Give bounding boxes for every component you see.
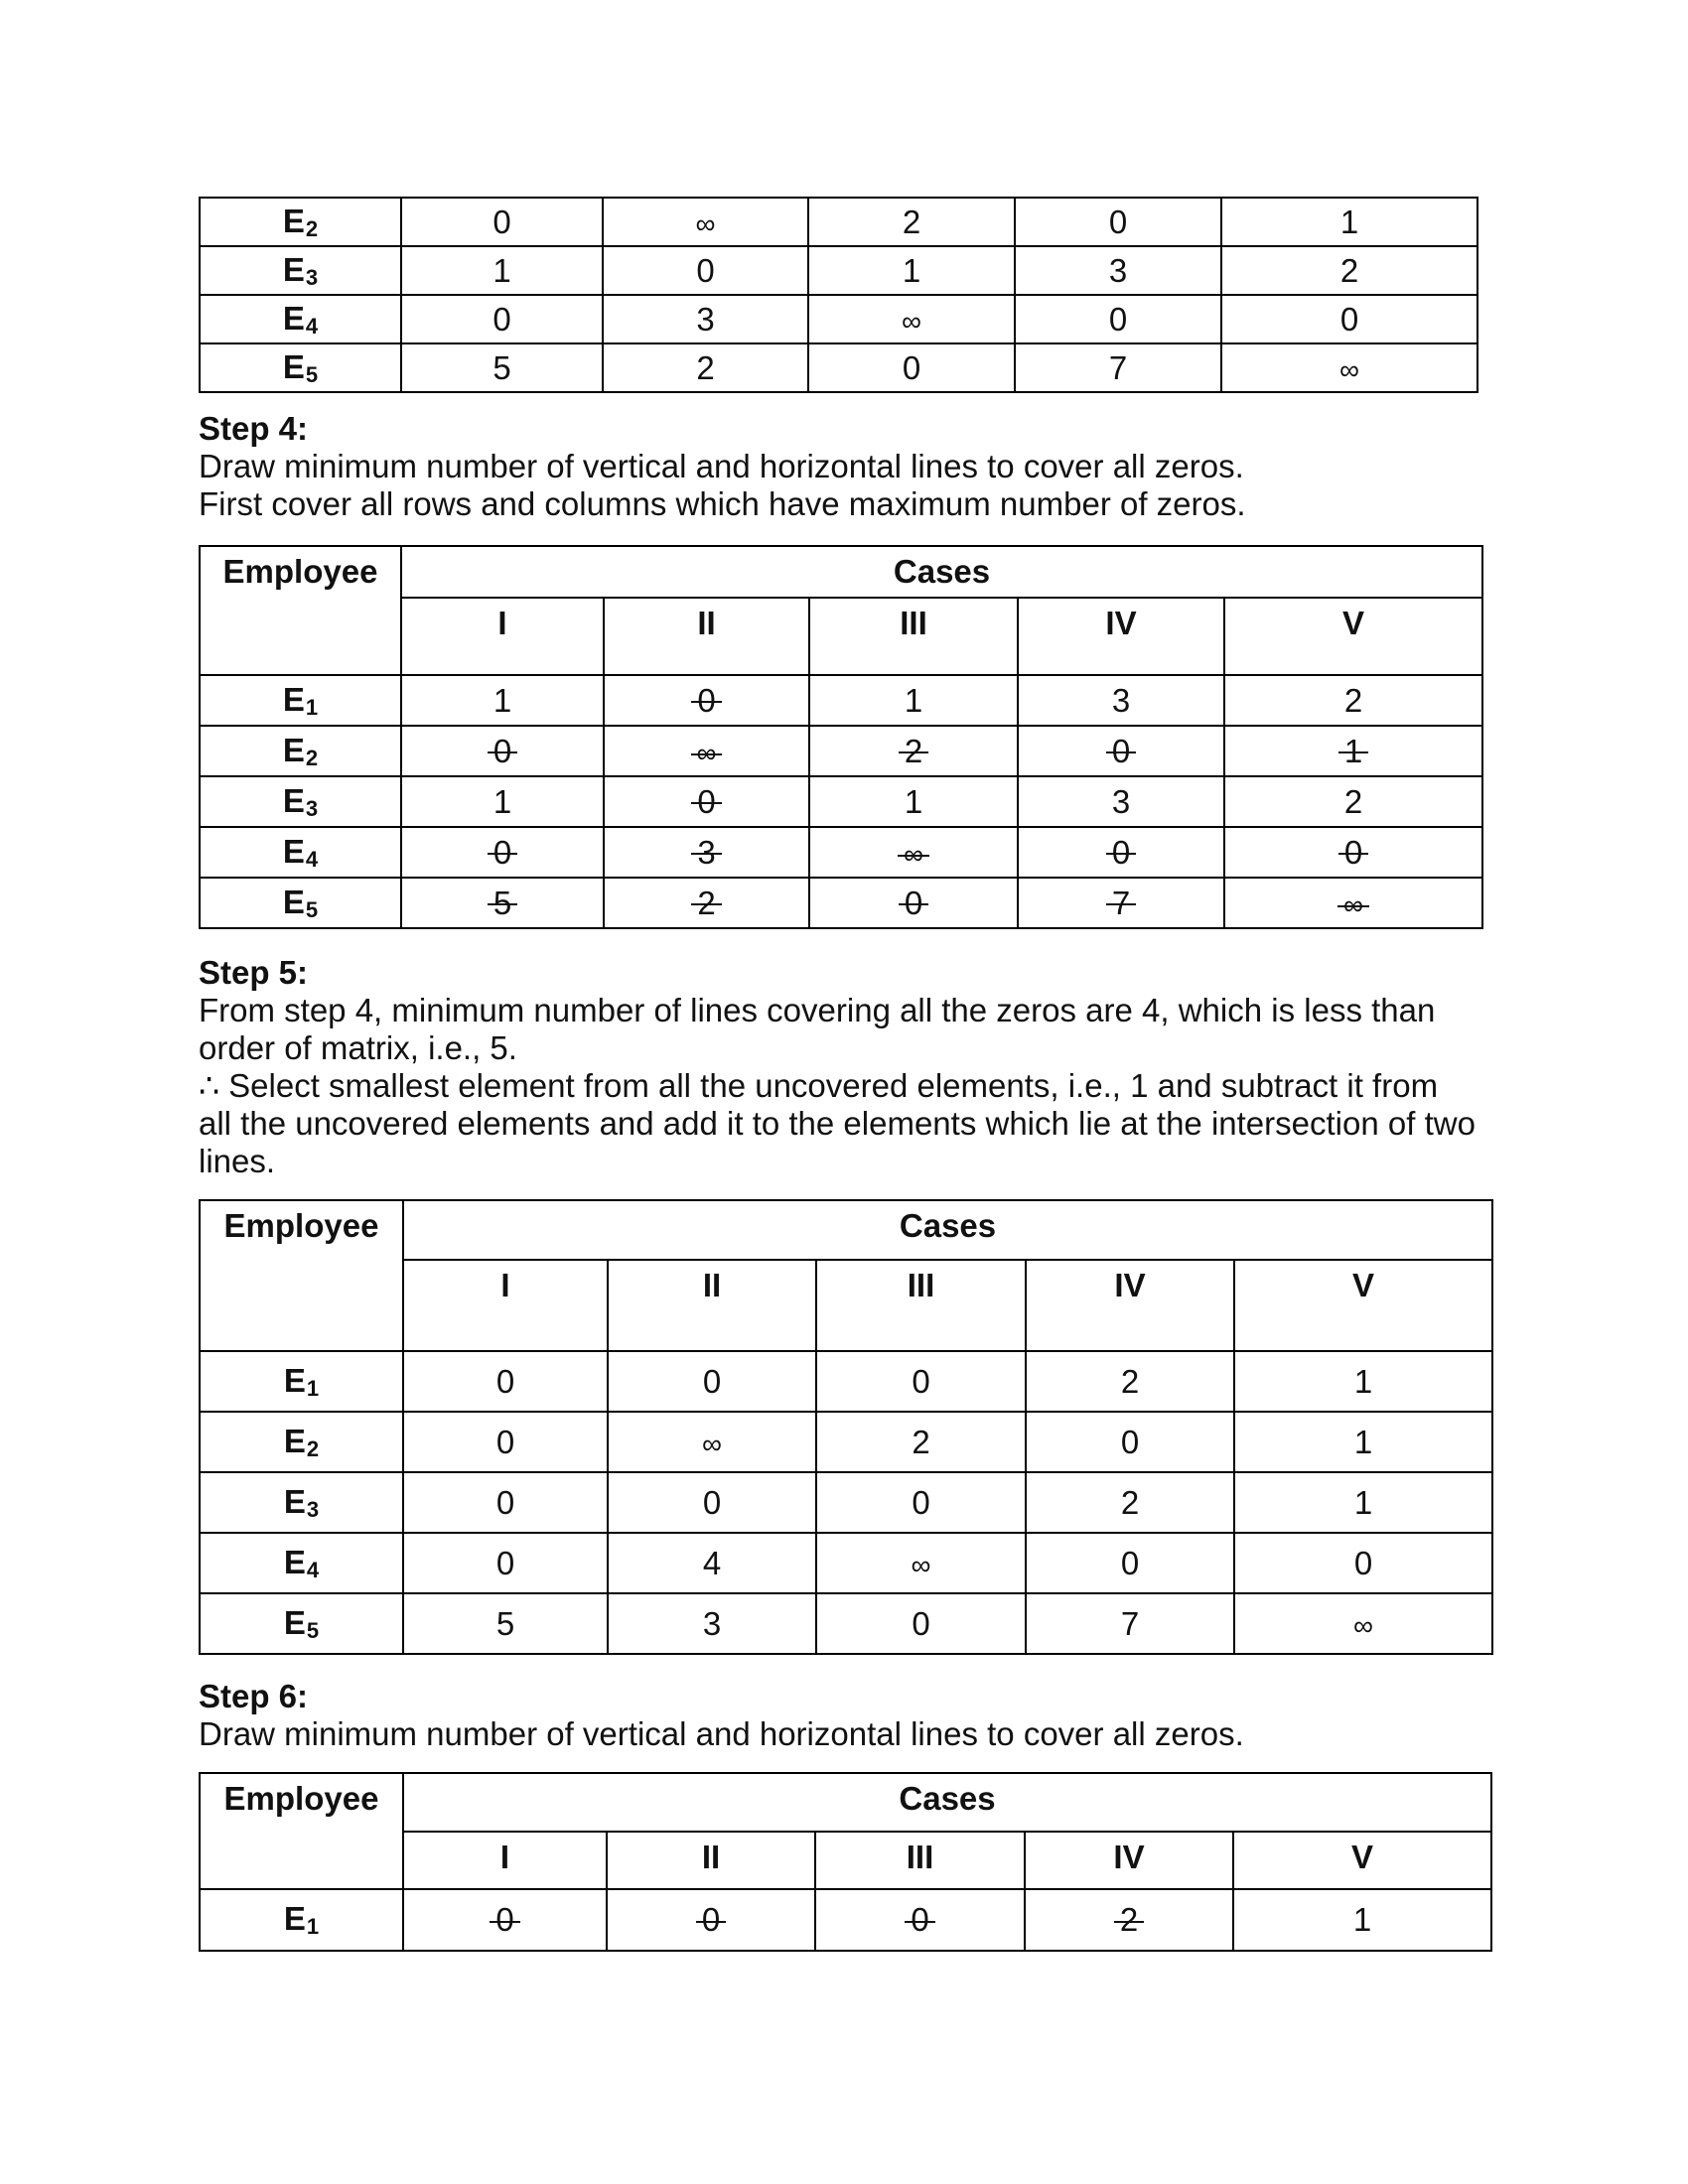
employee-label	[200, 246, 401, 295]
cell-value: 0	[696, 251, 715, 289]
employee-label	[200, 1533, 403, 1593]
table-row	[200, 776, 1482, 827]
step-6-line-1: Draw minimum number of vertical and horizontal lines to cover all zeros.	[199, 1715, 1244, 1752]
case-column-header: II	[604, 598, 809, 675]
employee-letter: E	[283, 1900, 306, 1937]
cell-value: 1	[1339, 203, 1359, 240]
table-row	[200, 1889, 1491, 1951]
table-cell	[1015, 246, 1221, 295]
cell-value: 0	[697, 782, 716, 820]
table-cell	[603, 246, 808, 295]
table-cell	[401, 726, 604, 776]
employee-index: 5	[305, 361, 319, 387]
employee-label	[200, 1472, 403, 1533]
cell-value: 0	[1111, 732, 1131, 769]
cell-value: 0	[1339, 300, 1359, 338]
assignment-table-continued	[199, 197, 1478, 393]
table-cell	[403, 1351, 608, 1412]
table-cell	[603, 295, 808, 343]
table-cell	[403, 1593, 608, 1654]
table-cell	[815, 1889, 1025, 1951]
case-column-header: I	[403, 1260, 608, 1351]
cell-value: 0	[697, 681, 716, 719]
employee-letter: E	[282, 731, 305, 768]
employee-label	[200, 1351, 403, 1412]
table-cell	[1234, 1593, 1492, 1654]
table-cell	[1025, 1889, 1233, 1951]
table-cell	[1233, 1889, 1491, 1951]
table-cell	[608, 1351, 816, 1412]
cell-value: 0	[904, 884, 923, 921]
employee-label	[200, 198, 401, 246]
cases-header: Cases	[401, 546, 1482, 598]
cell-value: 0	[911, 1901, 929, 1938]
table-cell	[604, 726, 809, 776]
table-cell	[1221, 198, 1477, 246]
step-5-line-5: lines.	[199, 1143, 276, 1179]
case-column-header: IV	[1026, 1260, 1234, 1351]
case-column-header: V	[1234, 1260, 1492, 1351]
employee-letter: E	[283, 1482, 306, 1520]
table-cell	[608, 1472, 816, 1533]
employee-index: 3	[306, 1496, 320, 1522]
cell-value: 3	[1111, 782, 1131, 820]
cell-value: 1	[1353, 1423, 1373, 1460]
employee-letter: E	[283, 1543, 306, 1580]
table-row	[200, 1472, 1492, 1533]
infinity-value: ∞	[902, 305, 921, 337]
infinity-value: ∞	[1339, 353, 1359, 385]
employee-label	[200, 1412, 403, 1472]
case-column-header: I	[401, 598, 604, 675]
table-cell	[401, 343, 603, 392]
table-body	[200, 1773, 1491, 1951]
assignment-table-step-6	[199, 1772, 1492, 1952]
cell-value: 0	[492, 203, 511, 240]
cell-value: 0	[495, 1423, 515, 1460]
cell-value: 0	[1111, 833, 1131, 871]
table-row	[200, 1593, 1492, 1654]
cell-value: 3	[1111, 681, 1131, 719]
infinity-value: ∞	[696, 737, 717, 768]
employee-label	[200, 675, 401, 726]
header-row	[200, 1773, 1491, 1832]
employee-label	[200, 295, 401, 343]
employee-index: 4	[306, 1557, 320, 1582]
table-cell	[608, 1533, 816, 1593]
employee-header: Employee	[200, 1773, 403, 1889]
case-column-header: II	[608, 1260, 816, 1351]
table-cell	[808, 295, 1015, 343]
table-row	[200, 827, 1482, 878]
cell-value: 0	[702, 1483, 722, 1521]
infinity-value: ∞	[695, 207, 716, 239]
employee-index: 4	[305, 846, 319, 872]
table-cell	[1026, 1533, 1234, 1593]
table-row	[200, 1533, 1492, 1593]
infinity-value: ∞	[1343, 888, 1363, 920]
cell-value: 0	[492, 833, 512, 871]
cell-value: 3	[697, 833, 716, 871]
table-cell	[1018, 776, 1224, 827]
table-cell	[1224, 726, 1482, 776]
table-cell	[401, 675, 604, 726]
table-cell	[1018, 726, 1224, 776]
table-cell	[1234, 1472, 1492, 1533]
cell-value: 2	[1119, 1901, 1139, 1938]
table-cell	[1018, 827, 1224, 878]
table-cell	[809, 878, 1018, 928]
employee-index: 3	[305, 264, 319, 290]
employee-letter: E	[282, 299, 305, 337]
cell-value: 5	[492, 348, 511, 386]
infinity-value: ∞	[1353, 1609, 1373, 1641]
cell-value: 1	[902, 251, 921, 289]
case-column-header: I	[403, 1832, 607, 1889]
assignment-table-step-4	[199, 545, 1483, 929]
table-body	[200, 546, 1482, 928]
cell-value: 0	[1353, 1544, 1373, 1581]
cell-value: 2	[904, 732, 923, 769]
table-cell	[401, 878, 604, 928]
case-column-header: III	[809, 598, 1018, 675]
case-column-header: III	[816, 1260, 1026, 1351]
table-d-container	[199, 1772, 1492, 1952]
employee-index: 4	[305, 313, 319, 339]
employee-letter: E	[283, 1603, 306, 1641]
cell-value: 4	[702, 1544, 722, 1581]
employee-index: 1	[306, 1914, 320, 1939]
table-row	[200, 198, 1477, 246]
table-row	[200, 726, 1482, 776]
cell-value: 3	[1108, 251, 1128, 289]
table-cell	[808, 246, 1015, 295]
table-cell	[1018, 675, 1224, 726]
cell-value: 0	[495, 1362, 515, 1400]
case-column-header: V	[1233, 1832, 1491, 1889]
table-cell	[401, 198, 603, 246]
table-cell	[608, 1412, 816, 1472]
step-5-section	[199, 954, 1476, 1180]
cell-value: 7	[1111, 884, 1131, 921]
cell-value: 7	[1108, 348, 1128, 386]
employee-letter: E	[283, 1422, 306, 1459]
table-body	[200, 1200, 1492, 1654]
employee-letter: E	[282, 202, 305, 239]
table-cell	[403, 1472, 608, 1533]
table-cell	[1221, 343, 1477, 392]
cell-value: 1	[1343, 732, 1363, 769]
cell-value: 1	[492, 782, 512, 820]
table-cell	[809, 776, 1018, 827]
table-cell	[1221, 295, 1477, 343]
table-cell	[604, 827, 809, 878]
cell-value: 2	[1120, 1362, 1140, 1400]
table-cell	[1026, 1412, 1234, 1472]
employee-index: 2	[306, 1435, 320, 1461]
employee-letter: E	[282, 680, 305, 718]
employee-index: 5	[306, 1617, 320, 1643]
table-cell	[403, 1533, 608, 1593]
case-column-header: V	[1224, 598, 1482, 675]
cell-value: 2	[1343, 681, 1363, 719]
cell-value: 0	[1343, 833, 1363, 871]
cell-value: 2	[1120, 1483, 1140, 1521]
table-row	[200, 246, 1477, 295]
table-b-container	[199, 545, 1483, 929]
table-cell	[808, 198, 1015, 246]
table-cell	[809, 726, 1018, 776]
table-cell	[604, 675, 809, 726]
employee-index: 5	[305, 896, 319, 922]
cell-value: 1	[904, 782, 923, 820]
step-4-line-2: First cover all rows and columns which have maximum number of zeros.	[199, 485, 1246, 522]
table-cell	[603, 343, 808, 392]
table-row	[200, 295, 1477, 343]
infinity-value: ∞	[702, 1428, 722, 1459]
employee-letter: E	[282, 250, 305, 288]
table-cell	[816, 1472, 1026, 1533]
employee-label	[200, 343, 401, 392]
cell-value: 0	[1120, 1544, 1140, 1581]
cell-value: 0	[492, 732, 512, 769]
table-cell	[1224, 776, 1482, 827]
cell-value: 0	[912, 1362, 930, 1400]
cell-value: 0	[702, 1362, 722, 1400]
step-6-title: Step 6:	[199, 1678, 309, 1714]
table-cell	[1224, 675, 1482, 726]
employee-index: 3	[305, 795, 319, 821]
table-cell	[401, 827, 604, 878]
employee-label	[200, 827, 401, 878]
cases-header: Cases	[403, 1773, 1491, 1832]
cell-value: 3	[702, 1604, 722, 1642]
cell-value: 2	[1339, 251, 1359, 289]
employee-letter: E	[282, 781, 305, 819]
cell-value: 2	[1343, 782, 1363, 820]
cell-value: 0	[912, 1483, 930, 1521]
table-row	[200, 1412, 1492, 1472]
employee-header: Employee	[200, 546, 401, 675]
employee-label	[200, 776, 401, 827]
cell-value: 2	[697, 884, 716, 921]
employee-index: 1	[306, 1375, 320, 1401]
table-a-container	[199, 197, 1478, 393]
cell-value: 0	[1108, 300, 1128, 338]
case-column-header: III	[815, 1832, 1025, 1889]
table-cell	[808, 343, 1015, 392]
table-row	[200, 675, 1482, 726]
cell-value: 5	[492, 884, 512, 921]
table-cell	[1018, 878, 1224, 928]
cell-value: 2	[696, 348, 715, 386]
cases-header: Cases	[403, 1200, 1492, 1260]
table-cell	[401, 246, 603, 295]
cell-value: 0	[495, 1544, 515, 1581]
employee-letter: E	[282, 832, 305, 870]
table-row	[200, 878, 1482, 928]
cell-value: 7	[1120, 1604, 1140, 1642]
step-4-title: Step 4:	[199, 410, 309, 447]
infinity-value: ∞	[904, 838, 923, 870]
table-cell	[816, 1533, 1026, 1593]
table-c-container	[199, 1199, 1493, 1655]
employee-letter: E	[282, 883, 305, 920]
cell-value: 0	[912, 1604, 930, 1642]
table-cell	[816, 1351, 1026, 1412]
cell-value: 1	[492, 681, 512, 719]
employee-letter: E	[282, 347, 305, 385]
cell-value: 1	[492, 251, 511, 289]
step-5-title: Step 5:	[199, 954, 309, 991]
header-row	[200, 1200, 1492, 1260]
table-cell	[809, 675, 1018, 726]
step-5-line-2: order of matrix, i.e., 5.	[199, 1029, 517, 1066]
cell-value: 0	[1120, 1423, 1140, 1460]
table-cell	[1015, 343, 1221, 392]
header-row	[200, 546, 1482, 598]
table-cell	[607, 1889, 815, 1951]
table-cell	[1026, 1351, 1234, 1412]
table-body	[200, 198, 1477, 392]
employee-index: 2	[305, 215, 319, 241]
table-cell	[809, 827, 1018, 878]
table-cell	[1234, 1412, 1492, 1472]
table-cell	[1015, 295, 1221, 343]
employee-label	[200, 1889, 403, 1951]
table-cell	[816, 1412, 1026, 1472]
cell-value: 3	[696, 300, 715, 338]
table-cell	[816, 1593, 1026, 1654]
cell-value: 2	[902, 203, 921, 240]
employee-index: 2	[305, 745, 319, 770]
cell-value: 0	[1108, 203, 1128, 240]
table-cell	[1221, 246, 1477, 295]
case-column-header: IV	[1018, 598, 1224, 675]
cell-value: 1	[904, 681, 923, 719]
employee-label	[200, 878, 401, 928]
cell-value: 2	[912, 1423, 930, 1460]
cell-value: 1	[1353, 1362, 1373, 1400]
case-column-header: IV	[1025, 1832, 1233, 1889]
table-cell	[608, 1593, 816, 1654]
table-cell	[1026, 1472, 1234, 1533]
cell-value: 0	[902, 348, 921, 386]
step-5-line-1: From step 4, minimum number of lines covering all the zeros are 4, which is less than	[199, 992, 1436, 1028]
table-cell	[401, 776, 604, 827]
table-cell	[603, 198, 808, 246]
employee-index: 1	[305, 694, 319, 720]
cell-value: 1	[1352, 1901, 1372, 1938]
cell-value: 0	[495, 1901, 514, 1938]
table-cell	[1026, 1593, 1234, 1654]
cell-value: 0	[495, 1483, 515, 1521]
cell-value: 1	[1353, 1483, 1373, 1521]
table-cell	[604, 776, 809, 827]
employee-header: Employee	[200, 1200, 403, 1351]
employee-label	[200, 1593, 403, 1654]
table-row	[200, 343, 1477, 392]
table-cell	[403, 1889, 607, 1951]
cell-value: 5	[495, 1604, 515, 1642]
step-4-line-1: Draw minimum number of vertical and horizontal lines to cover all zeros.	[199, 448, 1244, 484]
table-cell	[1234, 1351, 1492, 1412]
step-5-line-4: all the uncovered elements and add it to the elements which lie at the intersection of two	[199, 1105, 1476, 1142]
employee-letter: E	[283, 1361, 306, 1399]
table-row	[200, 1351, 1492, 1412]
table-cell	[1224, 827, 1482, 878]
assignment-table-step-5	[199, 1199, 1493, 1655]
table-cell	[1234, 1533, 1492, 1593]
step-6-section	[199, 1678, 1244, 1753]
step-4-section	[199, 410, 1246, 523]
table-cell	[1015, 198, 1221, 246]
table-cell	[401, 295, 603, 343]
table-cell	[1224, 878, 1482, 928]
table-cell	[604, 878, 809, 928]
cell-value: 0	[701, 1901, 721, 1938]
cell-value: 0	[492, 300, 511, 338]
infinity-value: ∞	[911, 1549, 931, 1580]
case-column-header: II	[607, 1832, 815, 1889]
table-cell	[403, 1412, 608, 1472]
step-5-line-3: ∴ Select smallest element from all the uncovered elements, i.e., 1 and subtract it from	[199, 1067, 1439, 1104]
employee-label	[200, 726, 401, 776]
